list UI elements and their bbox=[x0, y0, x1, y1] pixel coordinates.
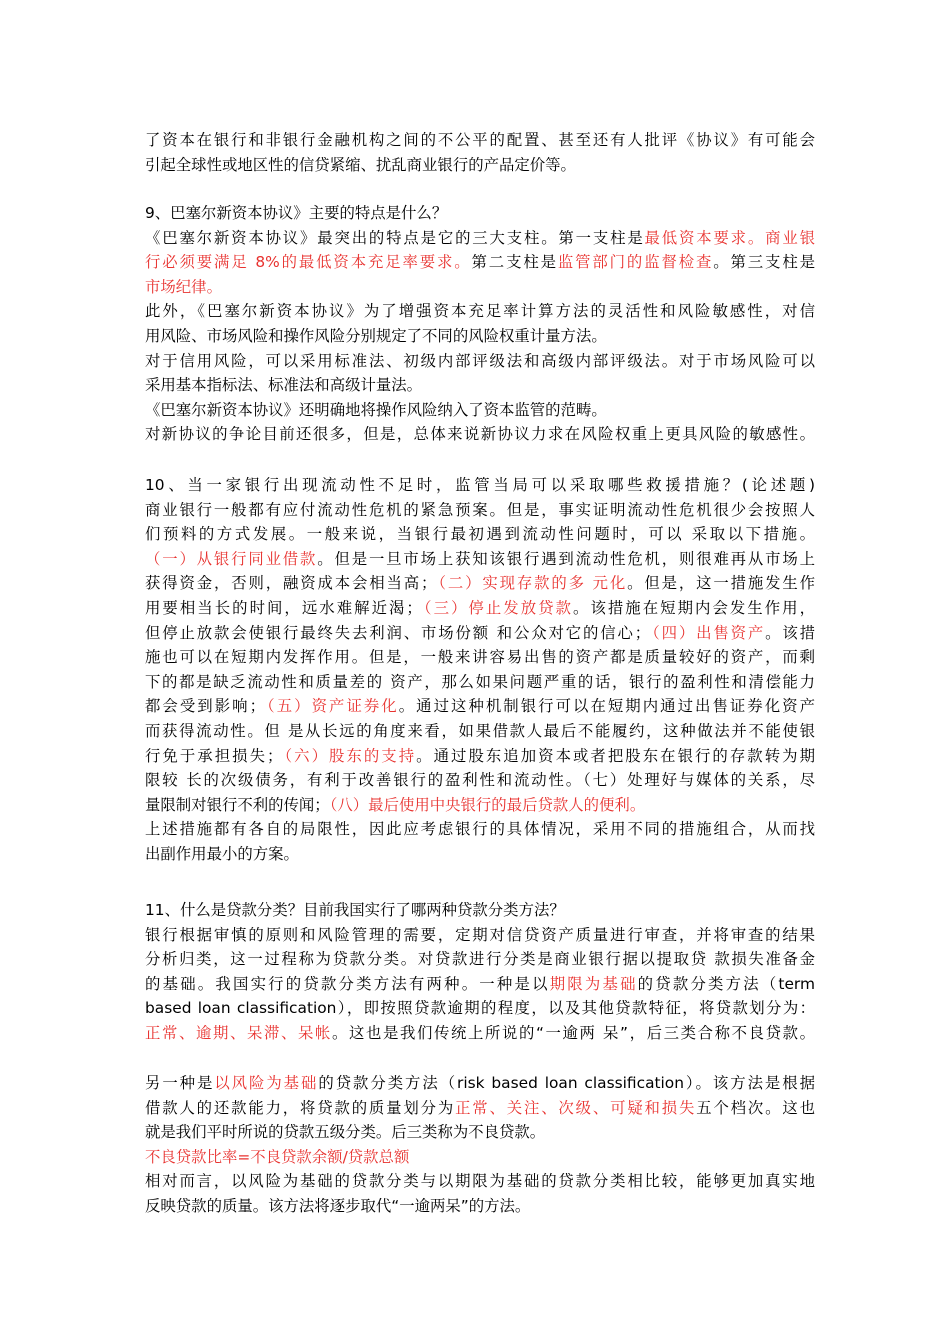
text-line bbox=[145, 422, 815, 447]
body-text: 用要相当长的时间，远水难解近渴； bbox=[145, 599, 422, 617]
body-text: 。通过股东追加资本或者把股东在银行的存款转为期 bbox=[416, 746, 815, 765]
text-line bbox=[145, 744, 815, 769]
body-text: 。这也是我们传统上所说的“一逾两 呆”，后三类合称不良贷款。 bbox=[331, 1024, 815, 1042]
highlight-text: （八）最后使用中央银行的最后贷款人的便利。 bbox=[329, 795, 646, 814]
text-line bbox=[145, 1071, 815, 1096]
text-line bbox=[145, 398, 815, 423]
body-text: 《巴塞尔新资本协议》最突出的特点是它的三大支柱。第一支柱是 bbox=[145, 228, 645, 247]
body-text: 们预料的方式发展。一般来说，当银行最初遇到流动性问题时，可以 采取以下措施。 bbox=[145, 525, 815, 544]
body-text: 的贷款分类方法（term bbox=[637, 974, 815, 993]
body-text: 10、当一家银行出现流动性不足时，监管当局可以采取哪些救援措施？(论述题) bbox=[145, 476, 815, 494]
body-text: 的贷款分类方法（risk based loan classification）。该方法是根据 bbox=[318, 1074, 815, 1092]
text-line bbox=[145, 128, 815, 153]
text-line bbox=[145, 250, 815, 275]
body-text: 借款人的还款能力，将贷款的质量划分为 bbox=[145, 1098, 456, 1117]
body-text: 限较 长的次级债务，有利于改善银行的盈利性和流动性。（七）处理好与媒体的关系，尽 bbox=[145, 771, 815, 790]
body-text: 相对而言，以风险为基础的贷款分类与以期限为基础的贷款分类相比较，能够更加真实地 bbox=[145, 1172, 815, 1191]
highlight-text: 正常、逾期、呆滞、呆帐 bbox=[145, 1024, 332, 1042]
body-text: 对于信用风险，可以采用标准法、初级内部评级法和高级内部评级法。对于市场风险可以 bbox=[145, 351, 815, 370]
text-line bbox=[145, 842, 815, 867]
text-line bbox=[145, 299, 815, 324]
body-text: 五个档次。这也 bbox=[696, 1098, 815, 1117]
text-line bbox=[145, 324, 815, 349]
text-line bbox=[145, 498, 815, 523]
text-line bbox=[145, 793, 815, 818]
body-text: 。通过这种机制银行可以在短期内通过出售证券化资产 bbox=[398, 697, 815, 716]
body-text: 行免于承担损失； bbox=[145, 746, 283, 765]
text-line bbox=[145, 694, 815, 719]
text-line bbox=[145, 621, 815, 646]
highlight-text: 期限为基础 bbox=[549, 974, 638, 993]
highlight-text: 以风险为基础 bbox=[214, 1074, 319, 1092]
highlight-text: （四）出售资产 bbox=[650, 623, 766, 642]
body-text: 。但是，这一措施发生作 bbox=[627, 574, 815, 593]
highlight-text: 市场纪律。 bbox=[145, 277, 222, 296]
text-line bbox=[145, 972, 815, 997]
body-text: 的基础。我国实行的贷款分类方法有两种。一种是以 bbox=[145, 974, 550, 993]
text-line bbox=[145, 1194, 815, 1219]
body-text: 分析归类，这一过程称为贷款分类。对贷款进行分类是商业银行据以提取贷 款损失准备金 bbox=[145, 950, 815, 969]
text-line bbox=[145, 571, 815, 596]
highlight-text: （二）实现存款的多 元化 bbox=[436, 574, 628, 593]
body-text: 此外，《巴塞尔新资本协议》为了增强资本充足率计算方法的灵活性和风险敏感性，对信 bbox=[145, 302, 815, 321]
body-text: 就是我们平时所说的贷款五级分类。后三类称为不良贷款。 bbox=[145, 1123, 546, 1142]
body-text: 获得资金，否则，融资成本会相当高； bbox=[145, 574, 437, 593]
text-line bbox=[145, 947, 815, 972]
body-text: 下的都是缺乏流动性和质量差的 资产，那么如果问题严重的话，银行的盈利性和清偿能力 bbox=[145, 672, 815, 691]
highlight-text: （三）停止发放贷款 bbox=[421, 599, 574, 617]
body-text: 施也可以在短期内发挥作用。但是，一般来讲容易出售的资产都是质量较好的资产，而剩 bbox=[145, 648, 815, 667]
body-text: 上述措施都有各自的局限性，因此应考虑银行的具体情况，采用不同的措施组合，从而找 bbox=[145, 820, 815, 839]
text-line bbox=[145, 1120, 815, 1145]
text-line bbox=[145, 768, 815, 793]
body-text: 出副作用最小的方案。 bbox=[145, 845, 299, 863]
text-line bbox=[145, 373, 815, 398]
body-text: 用风险、市场风险和操作风险分别规定了不同的风险权重计量方法。 bbox=[145, 327, 607, 345]
body-text: 9、巴塞尔新资本协议》主要的特点是什么？ bbox=[145, 204, 448, 222]
text-line bbox=[145, 349, 815, 374]
text-line bbox=[145, 226, 815, 251]
text-line bbox=[145, 596, 815, 621]
text-line bbox=[145, 1021, 815, 1046]
highlight-text: 行必须要满足 8%的最低资本充足率要求。 bbox=[145, 253, 472, 272]
highlight-text: 不良贷款比率=不良贷款余额/贷款总额 bbox=[145, 1147, 410, 1166]
body-text: 都会受到影响； bbox=[145, 697, 265, 716]
text-line bbox=[145, 898, 815, 923]
body-text: 。第三支柱是 bbox=[713, 253, 815, 272]
text-line bbox=[145, 547, 815, 572]
body-text: 11、什么是贷款分类？目前我国实行了哪两种贷款分类方法？ bbox=[145, 901, 565, 919]
text-line bbox=[145, 923, 815, 948]
text-line bbox=[145, 719, 815, 744]
body-text: 。该措 bbox=[765, 623, 815, 642]
body-text: 另一种是 bbox=[145, 1074, 215, 1092]
body-text: 引起全球性或地区性的信贷紧缩、扰乱商业银行的产品定价等。 bbox=[145, 155, 576, 174]
text-line bbox=[145, 1145, 815, 1170]
body-text: 第二支柱是 bbox=[471, 253, 558, 272]
body-text: 反映贷款的质量。该方法将逐步取代“一逾两呆”的方法。 bbox=[145, 1197, 531, 1215]
body-text: 。该措施在短期内会发生作用， bbox=[573, 599, 815, 617]
text-line bbox=[145, 201, 815, 226]
body-text: 《巴塞尔新资本协议》还明确地将操作风险纳入了资本监管的范畴。 bbox=[145, 400, 607, 419]
highlight-text: （一）从银行同业借款 bbox=[145, 549, 318, 568]
text-line bbox=[145, 153, 815, 178]
highlight-text: （五）资产证券化 bbox=[264, 697, 399, 716]
text-line bbox=[145, 522, 815, 547]
text-line bbox=[145, 817, 815, 842]
text-line bbox=[145, 275, 815, 300]
text-line bbox=[145, 1096, 815, 1121]
body-text: 采用基本指标法、标准法和高级计量法。 bbox=[145, 376, 423, 395]
body-text: 。但是一旦市场上获知该银行遇到流动性危机，则很难再从市场上 bbox=[317, 549, 815, 568]
highlight-text: 最低资本要求。商业银 bbox=[644, 228, 815, 247]
text-line bbox=[145, 670, 815, 695]
body-text: 对新协议的争论目前还很多，但是，总体来说新协议力求在风险权重上更具风险的敏感性。 bbox=[145, 425, 815, 444]
body-text: 而获得流动性。但 是从长远的角度来看，如果借款人最后不能履约，这种做法并不能使银 bbox=[145, 722, 815, 740]
text-line bbox=[145, 473, 815, 498]
body-text: 商业银行一般都有应付流动性危机的紧急预案。但是，事实证明流动性危机很少会按照人 bbox=[145, 500, 815, 519]
highlight-text: （六）股东的支持 bbox=[282, 746, 417, 765]
body-text: based loan classification），即按照贷款逾期的程度，以及其他贷款特征，将贷款划分为： bbox=[145, 999, 815, 1018]
body-text: 但停止放款会使银行最终失去利润、市场份额 和公众对它的信心； bbox=[145, 623, 651, 642]
highlight-text: 监管部门的监督检查 bbox=[557, 253, 714, 272]
text-line bbox=[145, 1169, 815, 1194]
body-text: 银行根据审慎的原则和风险管理的需要，定期对信贷资产质量进行审查，并将审查的结果 bbox=[145, 925, 815, 944]
text-line bbox=[145, 996, 815, 1021]
highlight-text: 正常、关注、次级、可疑和损失 bbox=[455, 1098, 697, 1117]
text-line bbox=[145, 645, 815, 670]
body-text: 了资本在银行和非银行金融机构之间的不公平的配置、甚至还有人批评《协议》有可能会 bbox=[145, 131, 815, 149]
body-text: 量限制对银行不利的传闻； bbox=[145, 795, 330, 814]
